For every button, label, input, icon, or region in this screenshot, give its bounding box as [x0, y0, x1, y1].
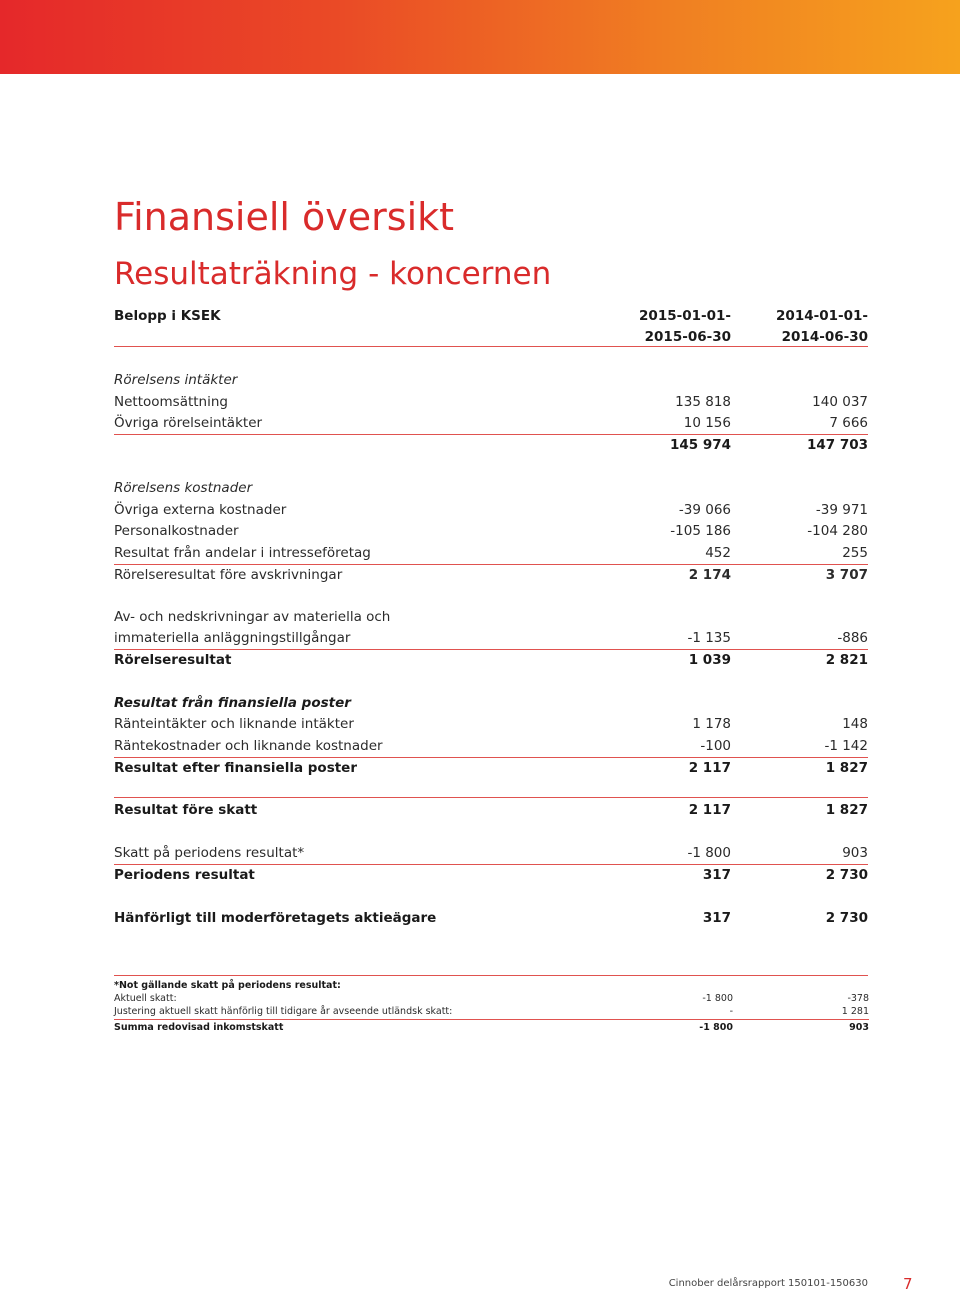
row-label: Övriga externa kostnader — [114, 502, 287, 518]
value-2014: 2 730 — [825, 910, 868, 926]
value-2014: -378 — [847, 993, 869, 1004]
amount-unit-label: Belopp i KSEK — [114, 308, 221, 324]
subtotal-row — [114, 800, 868, 821]
footnote-total-row — [114, 1022, 869, 1035]
value-2015: 1 039 — [688, 652, 731, 668]
row-label: Hänförligt till moderföretagets aktieägare — [114, 910, 437, 926]
value-2014: 7 666 — [829, 415, 868, 431]
value-2014: 1 827 — [825, 802, 868, 818]
column-header-2014-end: 2014-06-30 — [781, 329, 868, 345]
table-row — [114, 543, 868, 565]
row-label: Av- och nedskrivningar av materiella och — [114, 609, 391, 625]
value-2015: -1 800 — [699, 1022, 733, 1033]
value-2015: 2 117 — [688, 760, 731, 776]
table-row — [114, 392, 868, 413]
value-2014: -39 971 — [815, 502, 868, 518]
row-label: Resultat från finansiella poster — [114, 695, 351, 711]
table-row — [114, 521, 868, 542]
value-2014: 2 821 — [825, 652, 868, 668]
value-2014: -886 — [837, 630, 868, 646]
value-2014: 147 703 — [806, 437, 868, 453]
value-2015: 2 117 — [688, 802, 731, 818]
table-row — [114, 413, 868, 435]
table-row — [114, 500, 868, 521]
row-label: Nettoomsättning — [114, 394, 228, 410]
value-2014: 255 — [842, 545, 868, 561]
row-label: Resultat efter finansiella poster — [114, 760, 357, 776]
value-2015: -105 186 — [670, 523, 731, 539]
value-2014: 903 — [849, 1022, 869, 1033]
row-label: Personalkostnader — [114, 523, 239, 539]
page-subtitle: Resultaträkning - koncernen — [114, 256, 552, 292]
value-2015: 317 — [702, 867, 731, 883]
section-heading — [114, 693, 868, 714]
subtotal-row — [114, 650, 868, 671]
total-row — [114, 908, 868, 929]
value-2015: 145 974 — [669, 437, 731, 453]
row-label: Övriga rörelseintäkter — [114, 415, 263, 431]
value-2015: -1 135 — [687, 630, 731, 646]
row-label: Ränteintäkter och liknande intäkter — [114, 716, 354, 732]
value-2014: 148 — [842, 716, 868, 732]
value-2015: -1 800 — [687, 845, 731, 861]
row-label: Skatt på periodens resultat* — [114, 845, 305, 861]
value-2014: 140 037 — [812, 394, 868, 410]
value-2015: -39 066 — [678, 502, 731, 518]
value-2015: -100 — [700, 738, 731, 754]
row-label: Summa redovisad inkomstskatt — [114, 1022, 284, 1033]
value-2014: -104 280 — [807, 523, 868, 539]
table-row — [114, 843, 868, 865]
footnote-title-text: *Not gällande skatt på periodens resultat: — [114, 980, 341, 991]
row-label: Justering aktuell skatt hänförlig till tidigare år avseende utländsk skatt: — [114, 1006, 453, 1017]
value-2015: 317 — [702, 910, 731, 926]
page-title: Finansiell översikt — [114, 195, 455, 239]
value-2014: 1 827 — [825, 760, 868, 776]
header-gradient-bar — [0, 0, 960, 74]
value-2015: 2 174 — [688, 567, 731, 583]
section-heading — [114, 478, 868, 499]
table-row — [114, 714, 868, 735]
row-label: Rörelsens intäkter — [114, 372, 238, 388]
footnote-title — [114, 980, 869, 993]
value-2015: - — [729, 1006, 733, 1017]
row-label: Rörelseresultat före avskrivningar — [114, 567, 343, 583]
table-row — [114, 628, 868, 650]
subtotal-row — [114, 435, 868, 456]
value-2014: 1 281 — [841, 1006, 869, 1017]
value-2015: 1 178 — [692, 716, 731, 732]
row-label: Periodens resultat — [114, 867, 255, 883]
table-row — [114, 736, 868, 758]
value-2015: 10 156 — [683, 415, 731, 431]
column-header-2014-start: 2014-01-01- — [776, 308, 868, 324]
row-label: immateriella anläggningstillgångar — [114, 630, 351, 646]
value-2015: -1 800 — [702, 993, 733, 1004]
column-header-2015-end: 2015-06-30 — [644, 329, 731, 345]
value-2014: 903 — [842, 845, 868, 861]
row-label: Aktuell skatt: — [114, 993, 177, 1004]
header-rule — [114, 346, 868, 347]
footnote-row — [114, 1006, 869, 1020]
value-2015: 452 — [705, 545, 731, 561]
value-2014: 3 707 — [825, 567, 868, 583]
column-header-2015-start: 2015-01-01- — [639, 308, 731, 324]
row-label: Räntekostnader och liknande kostnader — [114, 738, 383, 754]
footnote-row — [114, 993, 869, 1006]
row-label: Rörelseresultat — [114, 652, 232, 668]
section-rule — [114, 797, 868, 798]
row-label: Resultat före skatt — [114, 802, 258, 818]
subtotal-row — [114, 565, 868, 586]
table-row — [114, 607, 868, 628]
row-label: Rörelsens kostnader — [114, 480, 253, 496]
footnote-rule — [114, 975, 868, 976]
section-heading — [114, 370, 868, 391]
page-number: 7 — [903, 1275, 913, 1293]
subtotal-row — [114, 865, 868, 886]
row-label: Resultat från andelar i intresseföretag — [114, 545, 371, 561]
value-2015: 135 818 — [675, 394, 731, 410]
subtotal-row — [114, 758, 868, 779]
report-footer: Cinnober delårsrapport 150101-150630 — [668, 1278, 868, 1289]
value-2014: -1 142 — [824, 738, 868, 754]
value-2014: 2 730 — [825, 867, 868, 883]
